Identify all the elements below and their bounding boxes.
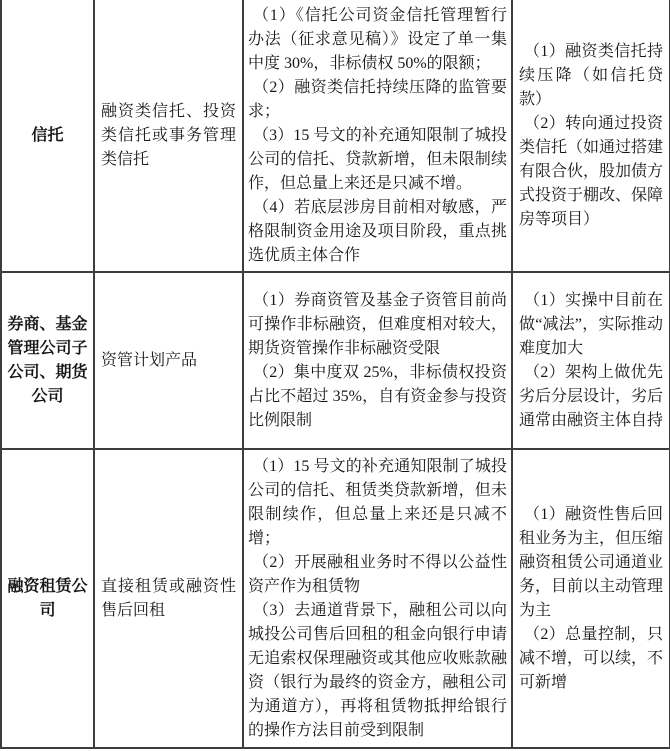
- practice-item: （2）转向通过投资类信托（如通过搭建有限合伙，股加债方式投资于棚改、保障房等项目）: [519, 114, 664, 228]
- policy-item: （2）融资类信托持续压降的监管要求；: [248, 78, 507, 120]
- policy-restrictions-cell: [243, 272, 512, 449]
- practice-item: （2）总量控制，只减不增，可以续，不可新增: [519, 625, 664, 691]
- table-row-trust: [1, 0, 670, 272]
- policy-item: （2）集中度双 25%，非标债权投资占比不超过 35%，自有资金参与投资比例限制: [248, 363, 507, 429]
- policy-item: （2）开展融租业务时不得以公益性资产作为租赁物: [248, 553, 507, 595]
- table-row-financial-leasing: [1, 449, 670, 748]
- table-row-broker-fund-futures: [1, 272, 670, 449]
- policy-item: （1）《信托公司资金信托管理暂行办法（征求意见稿）》设定了单一集中度 30%，非标债权 50%的限额；: [248, 6, 507, 72]
- practice-item: （1）实操中目前在做“减法”，实际推动难度加大: [519, 291, 663, 357]
- practice-item: （1）融资类信托持续压降（如信托贷款）: [519, 42, 663, 108]
- policy-item: （4）若底层涉房目前相对敏感，严格限制资金用途及项目阶段，重点挑选优质主体合作: [248, 198, 507, 264]
- practice-notes-cell: [512, 272, 670, 449]
- product-type: 融资类信托、投资类信托或事务管理类信托: [101, 102, 236, 168]
- policy-restrictions-cell: [243, 0, 512, 272]
- product-type-cell: [94, 272, 243, 449]
- product-type: 直接租赁或融资性售后回租: [101, 577, 236, 619]
- product-type: 资管计划产品: [101, 351, 198, 369]
- institution-cell: [1, 272, 94, 449]
- practice-notes-cell: [512, 449, 670, 748]
- policy-item: （3）去通道背景下，融租公司以向城投公司售后回租的租金向银行申请无追索权保理融资或其他应收账款融资（银行为最终的资金方，融租公司为通道方），再将租赁物抵押给银行的操作方法目前受到限制: [248, 601, 507, 739]
- institution-cell: [1, 449, 94, 748]
- institution-cell: [1, 0, 94, 272]
- practice-notes-cell: [512, 0, 670, 272]
- institution-name: 券商、基金管理公司子公司、期货公司: [7, 315, 88, 405]
- institution-name: 融资租赁公司: [7, 577, 88, 619]
- institution-name: 信托: [31, 126, 64, 144]
- practice-item: （1）融资性售后回租业务为主，但压缩融资租赁公司通道业务，目前以主动管理为主: [519, 505, 664, 619]
- product-type-cell: [94, 449, 243, 748]
- policy-item: （1）15 号文的补充通知限制了城投公司的信托、租赁类贷款新增，但未限制续作，但总量上来还是只减不增；: [248, 457, 507, 547]
- policy-item: （1）券商资管及基金子资管目前尚可操作非标融资，但难度相对较大，期货资管操作非标融资受限: [248, 291, 507, 357]
- policy-restrictions-cell: [243, 449, 512, 748]
- policy-item: （3）15 号文的补充通知限制了城投公司的信托、贷款新增，但未限制续作，但总量上来还是只减不增。: [248, 126, 507, 192]
- product-type-cell: [94, 0, 243, 272]
- practice-item: （2）架构上做优先劣后分层设计，劣后通常由融资主体自持: [519, 363, 664, 429]
